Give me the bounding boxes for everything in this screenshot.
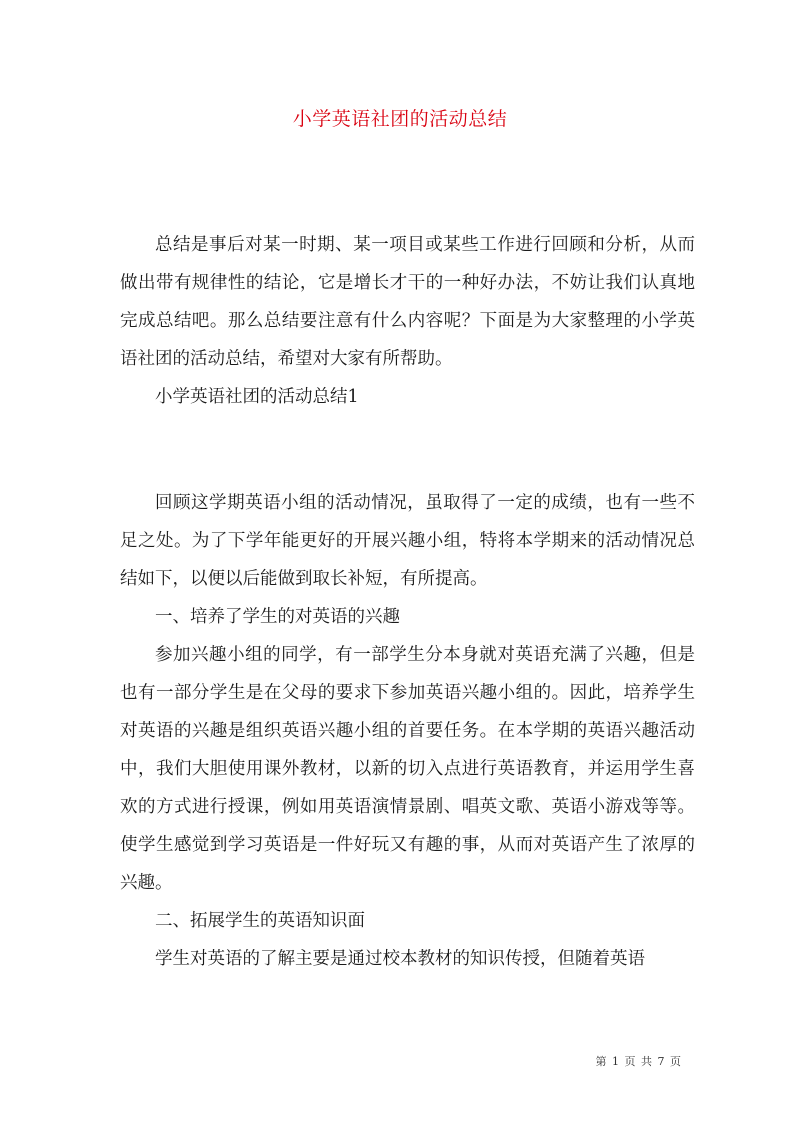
section-heading-1: 一、培养了学生的对英语的兴趣: [155, 607, 400, 627]
page-number: 第 1 页 共 7 页: [595, 1055, 682, 1068]
paragraph-interest: 参加兴趣小组的同学，有一部学生分本身就对英语充满了兴趣，但是也有一部分学生是在父母的要求下参加英语兴趣小组的。因此，培养学生对英语的兴趣是组织英语兴趣小组的首要任务。在本学期的英语兴趣活动中，我们大胆使用课外教材，以新的切入点进行英语教育，并运用学生喜欢的方式进行授课，例如用英语演情景剧、唱英文歌、英语小游戏等等。使学生感觉到学习英语是一件好玩又有趣的事，从而对英语产生了浓厚的兴趣。: [120, 645, 695, 893]
paragraph-knowledge: 学生对英语的了解主要是通过校本教材的知识传授，但随着英语: [155, 949, 645, 969]
document-title: 小学英语社团的活动总结: [292, 108, 508, 130]
intro-paragraph: 总结是事后对某一时期、某一项目或某些工作进行回顾和分析，从而做出带有规律性的结论，它是增长才干的一种好办法，不妨让我们认真地完成总结吧。那么总结要注意有什么内容呢？下面是为大家整理的小学英语社团的活动总结，希望对大家有所帮助。: [120, 235, 695, 369]
section-subtitle: 小学英语社团的活动总结1: [155, 387, 359, 407]
paragraph-review: 回顾这学期英语小组的活动情况，虽取得了一定的成绩，也有一些不足之处。为了下学年能更好的开展兴趣小组，特将本学期来的活动情况总结如下，以便以后能做到取长补短，有所提高。: [120, 493, 695, 589]
intro-block: [120, 226, 695, 416]
main-content: [120, 484, 695, 978]
section-heading-2: 二、拓展学生的英语知识面: [155, 911, 365, 931]
